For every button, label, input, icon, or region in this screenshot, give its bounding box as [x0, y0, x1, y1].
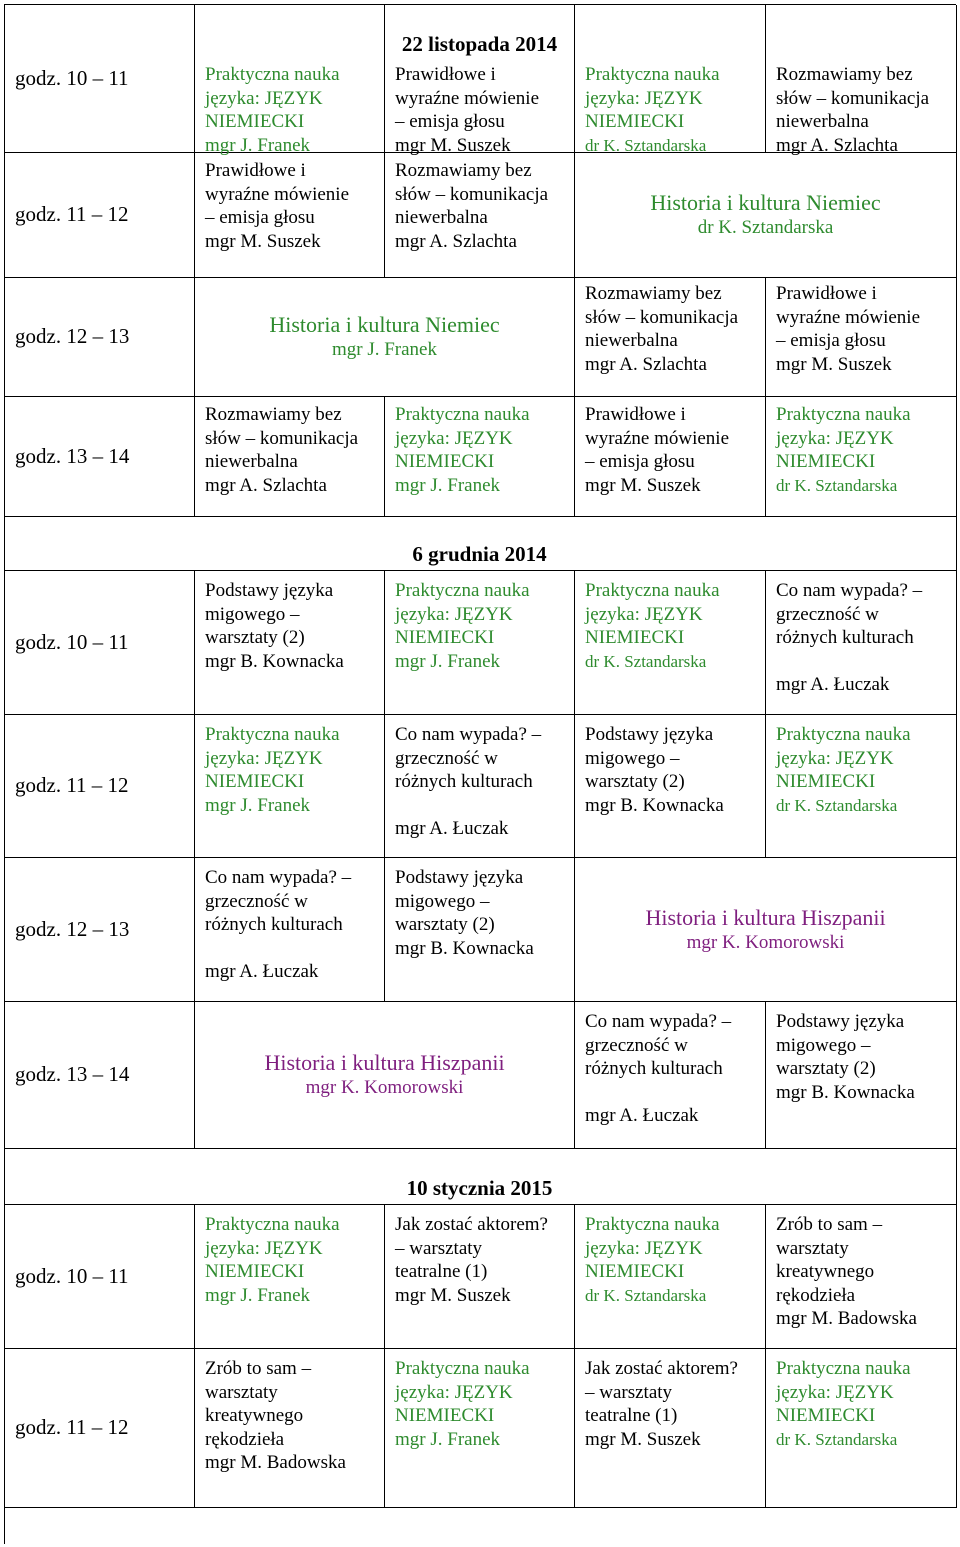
course-title: migowego – — [395, 890, 490, 912]
teacher-name: mgr J. Franek — [331, 339, 437, 361]
course-title: Historia i kultura Hiszpanii — [264, 1050, 505, 1076]
teacher-name: mgr J. Franek — [395, 474, 501, 496]
course-title: Rozmawiamy bez — [776, 64, 913, 85]
class-cell — [575, 1205, 766, 1349]
course-title: kreatywnego — [205, 1405, 304, 1426]
course-title: języka: JĘZYK — [776, 427, 894, 449]
teacher-name: mgr A. Szlachta — [585, 353, 707, 375]
course-title: grzeczność w — [585, 1034, 688, 1056]
course-title: Rozmawiamy bez — [395, 160, 532, 181]
time-cell — [5, 858, 195, 1002]
class-cell — [195, 858, 385, 1002]
class-cell — [385, 1349, 575, 1508]
course-title: NIEMIECKI — [776, 1405, 876, 1426]
class-cell — [766, 1205, 957, 1349]
teacher-name: dr K. Sztandarska — [585, 651, 707, 671]
course-title: Prawidłowe i — [585, 404, 686, 425]
course-title: – emisja głosu — [395, 111, 505, 132]
teacher-name: mgr A. Szlachta — [395, 230, 517, 252]
course-title: Jak zostać aktorem? — [585, 1358, 738, 1379]
teacher-name: dr K. Sztandarska — [776, 1429, 898, 1449]
course-title: grzeczność w — [776, 603, 879, 625]
course-title: NIEMIECKI — [205, 111, 305, 132]
class-cell — [195, 397, 385, 517]
teacher-name: mgr M. Suszek — [585, 474, 701, 496]
course-title: języka: JĘZYK — [395, 603, 513, 625]
time-label: godz. 11 – 12 — [15, 202, 129, 227]
course-title: Co nam wypada? – — [395, 724, 542, 745]
date-heading: 6 grudnia 2014 — [412, 542, 547, 566]
course-title: słów – komunikacja — [205, 427, 359, 449]
class-cell — [385, 1176, 575, 1349]
teacher-name: mgr M. Suszek — [585, 1428, 701, 1450]
course-title: niewerbalna — [776, 111, 869, 132]
course-title: niewerbalna — [585, 330, 678, 351]
time-label: godz. 11 – 12 — [15, 1415, 129, 1440]
time-cell — [5, 715, 195, 858]
class-cell — [575, 278, 766, 397]
course-title: Praktyczna nauka — [585, 64, 720, 85]
course-title: NIEMIECKI — [776, 771, 876, 792]
course-title: warsztaty (2) — [776, 1058, 876, 1079]
course-title: Praktyczna nauka — [205, 724, 340, 745]
teacher-name: mgr J. Franek — [395, 1428, 501, 1450]
course-title: NIEMIECKI — [585, 627, 685, 648]
course-title: Praktyczna nauka — [776, 1358, 911, 1379]
teacher-name: mgr A. Łuczak — [205, 961, 319, 982]
course-title: języka: JĘZYK — [395, 427, 513, 449]
class-cell — [766, 5, 957, 156]
class-cell — [195, 5, 385, 156]
course-title: Praktyczna nauka — [585, 1214, 720, 1235]
course-title: NIEMIECKI — [395, 451, 495, 472]
teacher-name: mgr M. Badowska — [776, 1308, 917, 1329]
class-cell — [195, 1349, 385, 1508]
course-title: Zrób to sam – — [205, 1358, 312, 1379]
class-cell — [385, 715, 575, 858]
class-cell — [766, 1349, 957, 1508]
teacher-name: mgr J. Franek — [205, 1284, 311, 1306]
teacher-name: mgr M. Suszek — [776, 353, 892, 375]
teacher-name: mgr A. Łuczak — [395, 818, 509, 839]
class-cell — [385, 5, 575, 156]
schedule-table — [4, 4, 956, 1544]
course-title: – emisja głosu — [585, 451, 695, 472]
course-title: NIEMIECKI — [776, 451, 876, 472]
course-title: języka: JĘZYK — [395, 1381, 513, 1403]
class-cell — [385, 858, 575, 1002]
course-title: NIEMIECKI — [585, 1261, 685, 1282]
time-label: godz. 10 – 11 — [15, 65, 129, 90]
course-title: NIEMIECKI — [585, 111, 685, 132]
teacher-name: mgr B. Kownacka — [395, 937, 534, 959]
course-title: słów – komunikacja — [395, 183, 549, 205]
class-cell-lecture — [195, 1002, 575, 1149]
course-title: – emisja głosu — [205, 207, 315, 228]
class-cell — [575, 397, 766, 517]
course-title: słów – komunikacja — [776, 87, 930, 109]
time-label: godz. 13 – 14 — [15, 1062, 130, 1087]
course-title: Zrób to sam – — [776, 1214, 883, 1235]
course-title: warsztaty — [776, 1237, 849, 1259]
course-title: rękodzieła — [205, 1428, 285, 1450]
course-title: warsztaty (2) — [395, 914, 495, 935]
class-cell — [575, 715, 766, 858]
course-title: Prawidłowe i — [205, 160, 306, 181]
course-title: Praktyczna nauka — [395, 1358, 530, 1379]
teacher-name: mgr B. Kownacka — [585, 794, 724, 816]
course-title: NIEMIECKI — [205, 771, 305, 792]
spacer — [585, 1081, 765, 1105]
spacer — [776, 650, 956, 674]
course-title: Podstawy języka — [585, 724, 714, 745]
teacher-name: mgr A. Szlachta — [205, 474, 327, 496]
course-title: języka: JĘZYK — [205, 747, 323, 769]
course-title: Jak zostać aktorem? — [395, 1214, 548, 1235]
time-cell — [5, 571, 195, 715]
course-title: języka: JĘZYK — [205, 87, 323, 109]
course-title: Praktyczna nauka — [205, 1214, 340, 1235]
teacher-name: mgr J. Franek — [205, 794, 311, 816]
time-cell — [5, 1002, 195, 1149]
course-title: Prawidłowe i — [395, 64, 496, 85]
course-title: rękodzieła — [776, 1284, 856, 1306]
spacer — [395, 794, 574, 818]
time-label: godz. 12 – 13 — [15, 324, 130, 349]
time-label: godz. 11 – 12 — [15, 773, 129, 798]
class-cell — [385, 397, 575, 517]
teacher-name: mgr K. Komorowski — [305, 1077, 464, 1099]
time-label: godz. 13 – 14 — [15, 443, 130, 468]
date-heading: 22 listopada 2014 — [401, 32, 558, 56]
course-title: grzeczność w — [395, 747, 498, 769]
time-cell — [5, 153, 195, 278]
course-title: migowego – — [205, 603, 300, 625]
class-cell — [385, 153, 575, 278]
course-title: Podstawy języka — [395, 867, 524, 888]
course-title: Praktyczna nauka — [585, 580, 720, 601]
time-cell — [5, 1205, 195, 1349]
course-title: różnych kulturach — [776, 627, 914, 648]
course-title: Co nam wypada? – — [585, 1011, 732, 1032]
course-title: – emisja głosu — [776, 330, 886, 351]
teacher-name: mgr J. Franek — [205, 134, 311, 156]
course-title: Historia i kultura Niemiec — [650, 190, 881, 216]
time-cell — [5, 278, 195, 397]
course-title: Podstawy języka — [776, 1011, 905, 1032]
teacher-name: mgr B. Kownacka — [205, 650, 344, 672]
time-cell — [5, 5, 195, 153]
course-title: Praktyczna nauka — [776, 404, 911, 425]
class-cell-lecture — [575, 153, 957, 278]
course-title: wyraźne mówienie — [776, 306, 921, 328]
course-title: Historia i kultura Hiszpanii — [645, 904, 886, 930]
course-title: Prawidłowe i — [776, 283, 877, 304]
course-title: Co nam wypada? – — [776, 580, 923, 601]
teacher-name: mgr M. Badowska — [205, 1452, 346, 1473]
course-title: wyraźne mówienie — [585, 427, 730, 449]
course-title: Rozmawiamy bez — [585, 283, 722, 304]
teacher-name: dr K. Sztandarska — [776, 475, 898, 495]
course-title: wyraźne mówienie — [395, 87, 540, 109]
course-title: różnych kulturach — [585, 1058, 723, 1079]
class-cell — [195, 153, 385, 278]
teacher-name: dr K. Sztandarska — [697, 217, 834, 239]
course-title: wyraźne mówienie — [205, 183, 350, 205]
time-label: godz. 12 – 13 — [15, 916, 130, 941]
course-title: teatralne (1) — [395, 1261, 488, 1282]
date-heading: 10 stycznia 2015 — [406, 1176, 553, 1200]
course-title: warsztaty (2) — [205, 627, 305, 648]
time-cell — [5, 1349, 195, 1508]
course-title: Praktyczna nauka — [395, 404, 530, 425]
course-title: migowego – — [776, 1034, 871, 1056]
class-cell — [575, 5, 766, 153]
course-title: grzeczność w — [205, 890, 308, 912]
teacher-name: mgr B. Kownacka — [776, 1081, 915, 1103]
course-title: niewerbalna — [395, 207, 488, 228]
time-label: godz. 10 – 11 — [15, 629, 129, 654]
time-label: godz. 10 – 11 — [15, 1263, 129, 1288]
teacher-name: dr K. Sztandarska — [585, 1285, 707, 1305]
class-cell — [195, 571, 385, 715]
course-title: warsztaty (2) — [585, 771, 685, 792]
course-title: Podstawy języka — [205, 580, 334, 601]
course-title: Praktyczna nauka — [205, 64, 340, 85]
course-title: języka: JĘZYK — [776, 1381, 894, 1403]
spacer — [205, 937, 384, 961]
course-title: niewerbalna — [205, 451, 298, 472]
class-cell — [575, 571, 766, 715]
teacher-name: mgr M. Suszek — [395, 134, 511, 156]
course-title: NIEMIECKI — [395, 1405, 495, 1426]
teacher-name: mgr A. Łuczak — [585, 1105, 699, 1126]
class-cell-lecture — [575, 858, 957, 1002]
course-title: języka: JĘZYK — [585, 1237, 703, 1259]
course-title: słów – komunikacja — [585, 306, 739, 328]
class-cell-lecture — [195, 278, 575, 397]
course-title: – warsztaty — [395, 1237, 483, 1259]
class-cell — [766, 278, 957, 397]
course-title: migowego – — [585, 747, 680, 769]
course-title: Praktyczna nauka — [395, 580, 530, 601]
course-title: języka: JĘZYK — [585, 603, 703, 625]
course-title: Historia i kultura Niemiec — [269, 312, 500, 338]
course-title: kreatywnego — [776, 1261, 875, 1282]
course-title: NIEMIECKI — [205, 1261, 305, 1282]
teacher-name: mgr K. Komorowski — [686, 931, 845, 953]
teacher-name: mgr A. Szlachta — [776, 134, 898, 156]
class-cell — [766, 1002, 957, 1149]
course-title: języka: JĘZYK — [776, 747, 894, 769]
course-title: warsztaty — [205, 1381, 278, 1403]
class-cell — [766, 715, 957, 858]
course-title: – warsztaty — [585, 1381, 673, 1403]
teacher-name: mgr M. Suszek — [395, 1284, 511, 1306]
course-title: teatralne (1) — [585, 1405, 678, 1426]
time-cell — [5, 397, 195, 517]
teacher-name: mgr J. Franek — [395, 650, 501, 672]
teacher-name: dr K. Sztandarska — [585, 135, 707, 155]
class-cell — [195, 715, 385, 858]
course-title: różnych kulturach — [205, 914, 343, 935]
course-title: różnych kulturach — [395, 771, 533, 792]
course-title: języka: JĘZYK — [585, 87, 703, 109]
course-title: języka: JĘZYK — [205, 1237, 323, 1259]
course-title: Praktyczna nauka — [776, 724, 911, 745]
course-title: NIEMIECKI — [395, 627, 495, 648]
teacher-name: mgr M. Suszek — [205, 230, 321, 252]
teacher-name: mgr A. Łuczak — [776, 674, 890, 695]
course-title: Co nam wypada? – — [205, 867, 352, 888]
class-cell — [385, 542, 575, 715]
teacher-name: dr K. Sztandarska — [776, 795, 898, 815]
course-title: Rozmawiamy bez — [205, 404, 342, 425]
class-cell — [575, 1002, 766, 1149]
class-cell — [575, 1349, 766, 1508]
class-cell — [195, 1205, 385, 1349]
class-cell — [766, 571, 957, 715]
class-cell — [766, 397, 957, 517]
